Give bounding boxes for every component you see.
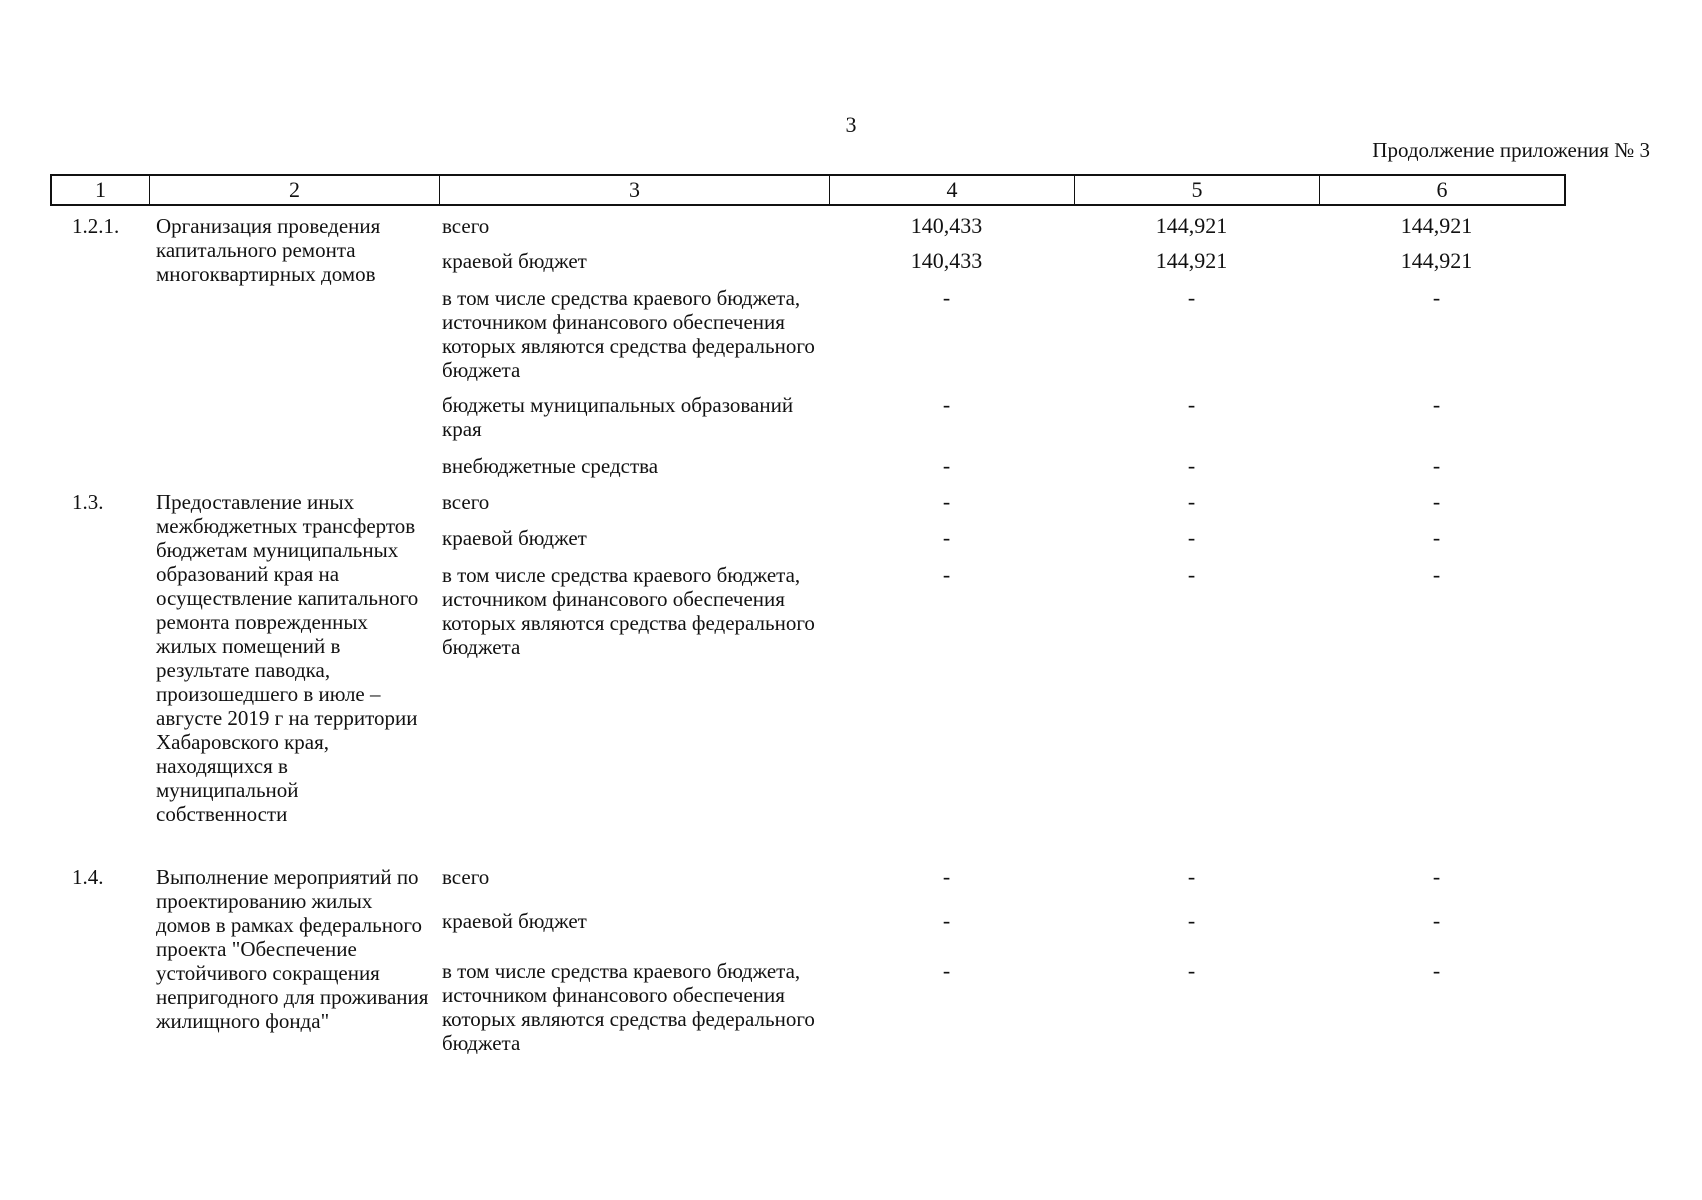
value-col-6: - — [1432, 864, 1441, 889]
value-col-6: - — [1432, 453, 1441, 478]
header-col-6: 6 — [1436, 177, 1448, 202]
value-col-4: - — [942, 392, 951, 417]
table-body — [50, 214, 1566, 1055]
section-rows — [438, 865, 1566, 1055]
header-col-5: 5 — [1075, 176, 1320, 204]
value-col-5: - — [1187, 864, 1196, 889]
table-row — [438, 454, 1566, 490]
value-col-5: - — [1187, 489, 1196, 514]
table-section — [50, 214, 1566, 490]
value-col-5: - — [1187, 908, 1196, 933]
value-col-4: - — [942, 285, 951, 310]
table-section — [50, 865, 1566, 1055]
value-col-6: - — [1432, 958, 1441, 983]
source-label: бюджеты муниципальных образований края — [442, 393, 794, 441]
value-col-6: - — [1432, 525, 1441, 550]
value-col-4: - — [942, 489, 951, 514]
value-col-4: 140,433 — [910, 248, 983, 273]
section-name: Предоставление иных межбюджетных трансфертов бюджетам муниципальных образований края на осуществление капитального ремонта поврежденных жилых помещений в результате паводка, произошедшего в июле – августе 2019 г на территории Хабаровского края, находящихся в муниципальной собственности — [156, 490, 419, 826]
value-col-5: 144,921 — [1155, 248, 1228, 273]
source-label: краевой бюджет — [442, 909, 587, 933]
page-number: 3 — [845, 112, 857, 137]
value-col-6: - — [1432, 908, 1441, 933]
section-code: 1.3. — [72, 490, 104, 514]
table-row — [438, 865, 1566, 909]
continuation-label: Продолжение приложения № 3 — [1372, 138, 1650, 162]
section-code: 1.4. — [72, 865, 104, 889]
value-col-4: - — [942, 453, 951, 478]
table-row — [438, 393, 1566, 454]
table-header — [50, 174, 1566, 206]
value-col-6: - — [1432, 285, 1441, 310]
value-col-6: 144,921 — [1400, 213, 1473, 238]
value-col-6: - — [1432, 392, 1441, 417]
section-rows — [438, 490, 1566, 865]
table-row — [438, 526, 1566, 563]
header-col-2: 2 — [150, 176, 440, 204]
value-col-5: - — [1187, 958, 1196, 983]
value-col-4: - — [942, 525, 951, 550]
source-label: всего — [442, 865, 490, 889]
value-col-5: 144,921 — [1155, 213, 1228, 238]
section-rows — [438, 214, 1566, 490]
source-label: краевой бюджет — [442, 526, 587, 550]
value-col-4: - — [942, 562, 951, 587]
table-row — [438, 959, 1566, 1055]
header-col-4: 4 — [830, 176, 1075, 204]
table-row — [438, 490, 1566, 526]
value-col-5: - — [1187, 562, 1196, 587]
value-col-4: - — [942, 908, 951, 933]
value-col-5: - — [1187, 453, 1196, 478]
section-name: Выполнение мероприятий по проектированию жилых домов в рамках федерального проекта "Обеспечение устойчивого сокращения непригодного для проживания жилищного фонда" — [156, 865, 429, 1033]
source-label: всего — [442, 214, 490, 238]
value-col-6: - — [1432, 562, 1441, 587]
value-col-5: - — [1187, 285, 1196, 310]
source-label: краевой бюджет — [442, 249, 587, 273]
table-row — [438, 214, 1566, 249]
source-label: в том числе средства краевого бюджета, источником финансового обеспечения которых являются средства федерального бюджета — [442, 959, 815, 1055]
value-col-6: 144,921 — [1400, 248, 1473, 273]
table-row — [438, 249, 1566, 286]
header-col-3: 3 — [440, 176, 830, 204]
source-label: всего — [442, 490, 490, 514]
value-col-4: 140,433 — [910, 213, 983, 238]
table-row — [438, 909, 1566, 959]
section-code: 1.2.1. — [72, 214, 120, 238]
section-name: Организация проведения капитального ремонта многоквартирных домов — [156, 214, 381, 286]
source-label: в том числе средства краевого бюджета, источником финансового обеспечения которых являются средства федерального бюджета — [442, 286, 815, 382]
source-label: в том числе средства краевого бюджета, источником финансового обеспечения которых являются средства федерального бюджета — [442, 563, 815, 659]
value-col-4: - — [942, 958, 951, 983]
value-col-5: - — [1187, 392, 1196, 417]
table-row — [438, 563, 1566, 659]
header-col-1: 1 — [52, 176, 150, 204]
value-col-5: - — [1187, 525, 1196, 550]
table-row — [438, 286, 1566, 393]
value-col-6: - — [1432, 489, 1441, 514]
table-section — [50, 490, 1566, 865]
source-label: внебюджетные средства — [442, 454, 659, 478]
value-col-4: - — [942, 864, 951, 889]
